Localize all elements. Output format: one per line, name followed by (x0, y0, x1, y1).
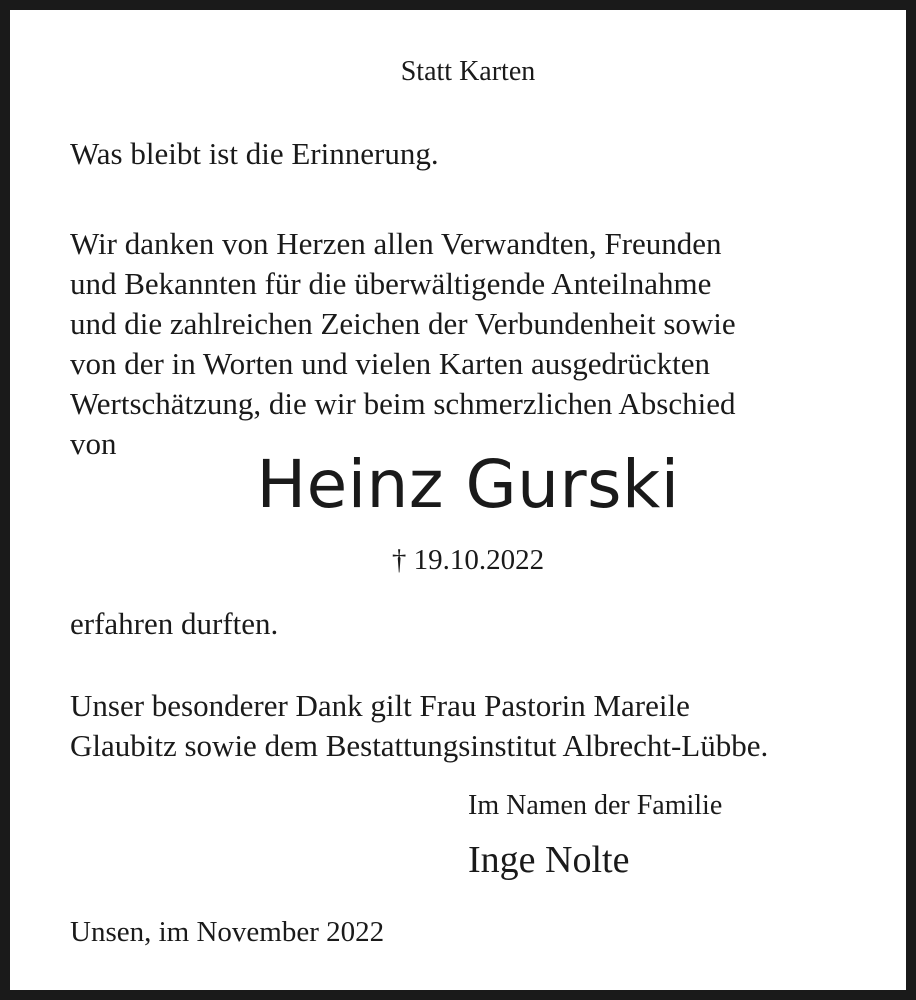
on-behalf-line: Im Namen der Familie (468, 790, 723, 821)
thanks-line: Wertschätzung, die wir beim schmerzlichen Abschied (70, 386, 736, 421)
thanks-line: und Bekannten für die überwältigende Anteilnahme (70, 266, 712, 301)
death-date: † 19.10.2022 (391, 544, 545, 576)
thanks-line: von der in Worten und vielen Karten ausgedrückten (70, 346, 710, 381)
notice-header: Statt Karten (400, 56, 536, 87)
thanks-line: von (70, 426, 117, 461)
place-date: Unsen, im November 2022 (70, 916, 385, 948)
deceased-name: Heinz Gurski (256, 446, 680, 523)
special-thanks-line: Glaubitz sowie dem Bestattungsinstitut Albrecht-Lübbe. (70, 728, 769, 763)
thanks-line: und die zahlreichen Zeichen der Verbundenheit sowie (70, 306, 736, 341)
thanks-paragraph (70, 224, 736, 464)
special-thanks-line: Unser besonderer Dank gilt Frau Pastorin Mareile (70, 688, 690, 723)
signer-name: Inge Nolte (468, 839, 630, 881)
closing-line: erfahren durften. (70, 606, 279, 641)
special-thanks-paragraph (70, 686, 768, 766)
intro-line: Was bleibt ist die Erinnerung. (70, 136, 439, 171)
thanks-line: Wir danken von Herzen allen Verwandten, Freunden (70, 226, 722, 261)
